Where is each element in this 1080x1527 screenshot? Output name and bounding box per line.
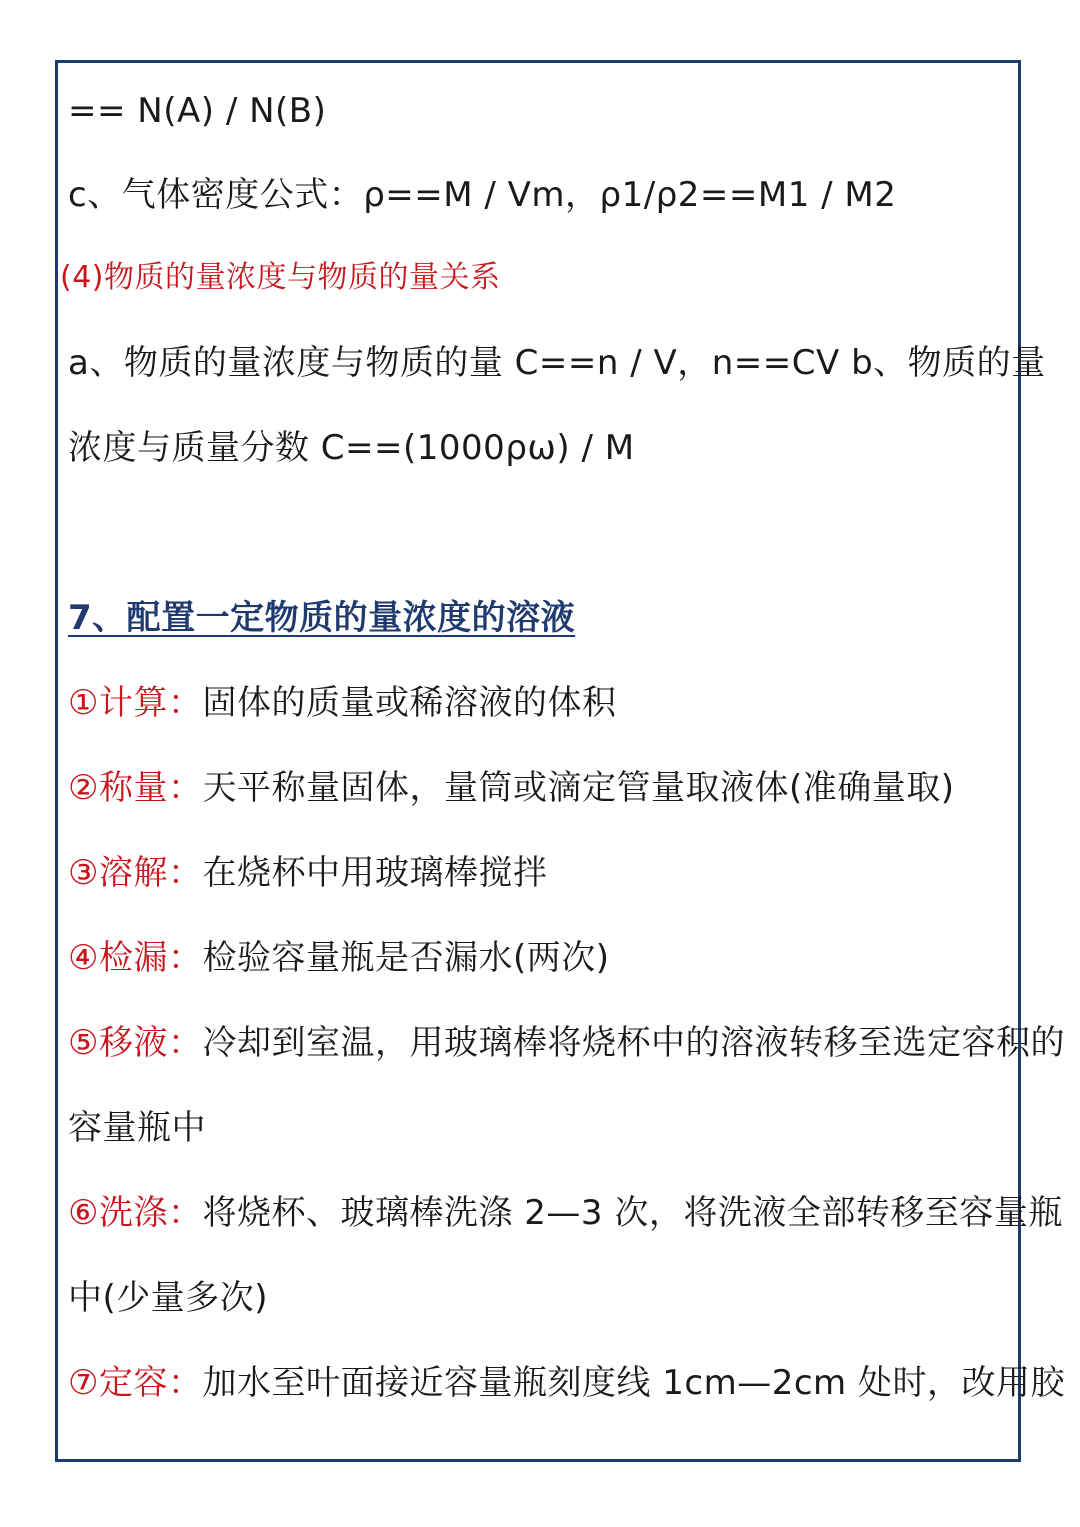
step-item xyxy=(68,1013,1065,1073)
formula-text: == N(A) / N(B) xyxy=(68,91,327,131)
step-item xyxy=(68,1353,1065,1413)
subheading-concentration-relation xyxy=(60,248,1010,308)
section-heading-text: 7、配置一定物质的量浓度的溶液 xyxy=(68,598,576,638)
step-label: ⑥洗涤： xyxy=(68,1193,203,1233)
step-item xyxy=(68,928,1010,988)
formula-text: a、物质的量浓度与物质的量 C==n / V，n==CV b、物质的量 xyxy=(68,343,1046,383)
step-text: 在烧杯中用玻璃棒搅拌 xyxy=(202,853,548,893)
step-text: 检验容量瓶是否漏水(两次) xyxy=(202,938,610,978)
step-label: ①计算： xyxy=(68,683,203,723)
step-text: 冷却到室温，用玻璃棒将烧杯中的溶液转移至选定容积的 xyxy=(202,1023,1065,1063)
step-item xyxy=(68,843,1010,903)
document-frame xyxy=(55,60,1065,1462)
step-label: ③溶解： xyxy=(68,853,203,893)
step-text: 天平称量固体，量筒或滴定管量取液体(准确量取) xyxy=(202,768,955,808)
formula-line-concentration xyxy=(68,333,1046,393)
step-text: 固体的质量或稀溶液的体积 xyxy=(202,683,617,723)
formula-line-mass-fraction xyxy=(68,418,1010,478)
step-label: ⑤移液： xyxy=(68,1023,203,1063)
formula-text: c、气体密度公式：ρ==M / Vm，ρ1/ρ2==M1 / M2 xyxy=(68,175,897,215)
step-label: ②称量： xyxy=(68,768,203,808)
formula-line-gas-density xyxy=(68,165,1010,225)
step-item xyxy=(68,673,1010,733)
step-text: 加水至叶面接近容量瓶刻度线 1cm—2cm 处时，改用胶 xyxy=(202,1363,1065,1403)
formula-line-ratio xyxy=(68,81,1010,141)
step-item-continuation xyxy=(68,1098,1010,1158)
formula-text: 浓度与质量分数 C==(1000ρω) / M xyxy=(68,428,635,468)
step-text-continuation: 中(少量多次) xyxy=(68,1278,269,1318)
step-item-continuation xyxy=(68,1268,1010,1328)
step-text: 将烧杯、玻璃棒洗涤 2—3 次，将洗液全部转移至容量瓶 xyxy=(202,1193,1063,1233)
section-heading xyxy=(68,588,1010,648)
step-label: ⑦定容： xyxy=(68,1363,203,1403)
step-label: ④检漏： xyxy=(68,938,203,978)
step-text-continuation: 容量瓶中 xyxy=(68,1108,206,1148)
step-item xyxy=(68,1183,1063,1243)
subheading-text: (4)物质的量浓度与物质的量关系 xyxy=(60,260,501,295)
step-item xyxy=(68,758,1010,818)
